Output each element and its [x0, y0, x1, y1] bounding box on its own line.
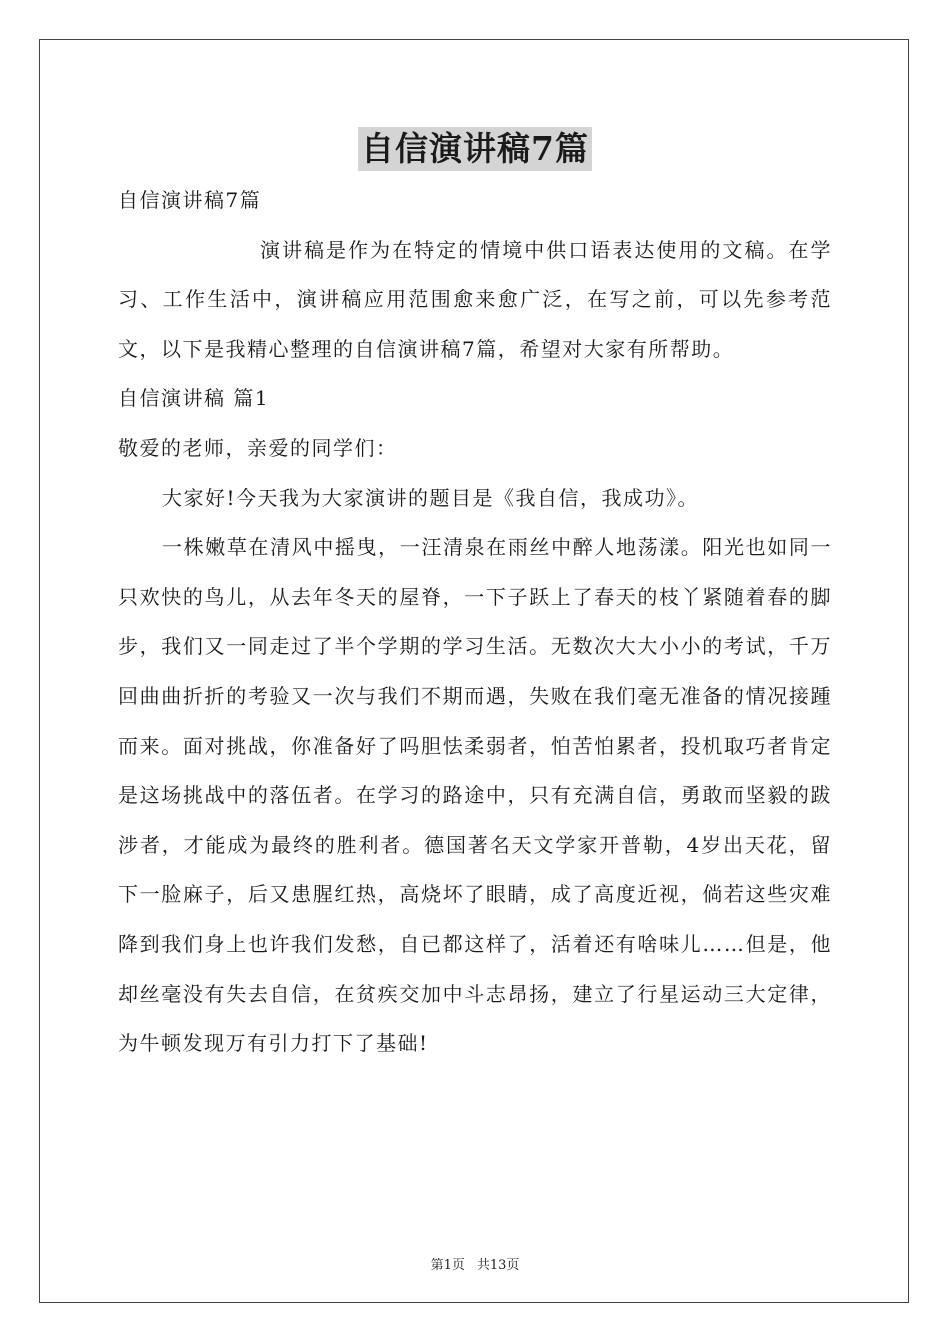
page-total: 共13页	[476, 1258, 520, 1273]
greeting-paragraph: 大家好!今天我为大家演讲的题目是《我自信，我成功》。	[162, 485, 700, 510]
section-heading: 自信演讲稿 篇1	[118, 386, 270, 411]
document-body	[118, 176, 832, 1069]
page-number: 第1页	[430, 1258, 465, 1273]
intro-paragraph: 演讲稿是作为在特定的情境中供口语表达使用的文稿。在学习、工作生活中，演讲稿应用范围愈来愈广泛，在写之前，可以先参考范文，以下是我精心整理的自信演讲稿7篇，希望对大家有所帮助。	[118, 237, 832, 361]
page-footer	[0, 1254, 950, 1273]
salutation: 敬爱的老师，亲爱的同学们：	[118, 435, 398, 460]
document-title-text: 自信演讲稿7篇	[358, 127, 592, 171]
document-title	[0, 127, 950, 177]
document-subtitle: 自信演讲稿7篇	[118, 188, 262, 212]
body-paragraph: 一株嫩草在清风中摇曳，一汪清泉在雨丝中醉人地荡漾。阳光也如同一只欢快的鸟儿，从去年冬天的屋脊，一下子跃上了春天的枝丫紧随着春的脚步，我们又一同走过了半个学期的学习生活。无数次大大小小的考试，千万回曲曲折折的考验又一次与我们不期而遇，失败在我们毫无准备的情况接踵而来。面对挑战，你准备好了吗胆怯柔弱者，怕苦怕累者，投机取巧者肯定是这场挑战中的落伍者。在学习的路途中，只有充满自信，勇敢而坚毅的跋涉者，才能成为最终的胜利者。德国著名天文学家开普勒，4岁出天花，留下一脸麻子，后又患腥红热，高烧坏了眼睛，成了高度近视，倘若这些灾难降到我们身上也许我们发愁，自已都这样了，活着还有啥味儿……但是，他却丝毫没有失去自信，在贫疾交加中斗志昂扬，建立了行星运动三大定律，为牛顿发现万有引力打下了基础!	[118, 535, 832, 1056]
